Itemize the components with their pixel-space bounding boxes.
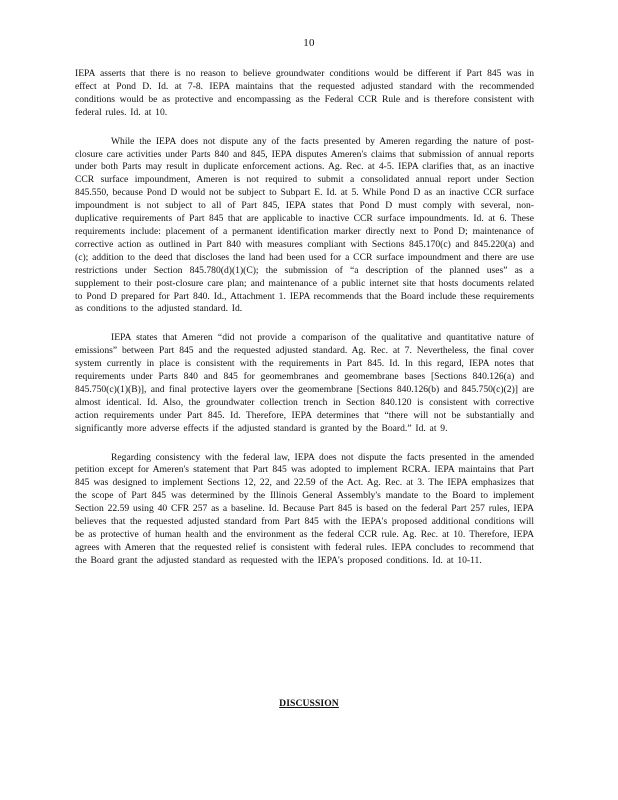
page-number: 10 (303, 37, 315, 49)
paragraph-federal-consistency: Regarding consistency with the federal law, IEPA does not dispute the facts presented in the amended petition except for Ameren's statement that Part 845 was adopted to implement RCRA. IEPA maintains that Part 845 was designed to implement Sections 12, 22, and 22.59 of the Act. Ag. Rec. at 3. The IEPA emphasizes that the scope of Part 845 was determined by the Illinois General Assembly's mandate to the Board to implement Section 22.59 using 40 CFR 257 as a baseline. Id. Because Part 845 is based on the federal Part 257 rules, IEPA believes that the requested adjusted standard from Part 845 with the IEPA's proposed additional conditions will be as protective of human health and the environment as the federal CCR rule. Ag. Rec. at 10. Therefore, IEPA agrees with Ameren that the requested relief is consistent with federal rules. IEPA concludes to recommend that the Board grant the adjusted standard as requested with the IEPA's proposed conditions. Id. at 10-11. (75, 451, 534, 566)
section-heading (0, 698, 618, 709)
paragraph-post-closure-care: While the IEPA does not dispute any of the facts presented by Ameren regarding the nature of post-closure care activities under Parts 840 and 845, IEPA disputes Ameren's claims that submission of annual reports under both Parts may result in duplicate enforcement actions. Ag. Rec. at 4-5. IEPA clarifies that, as an inactive CCR surface impoundment, Ameren is not required to submit a consolidated annual report under Section 845.550, because Pond D would not be subject to Subpart E. Id. at 5. While Pond D as an inactive CCR surface impoundment is not subject to all of Part 845, IEPA states that Pond D must comply with several, non-duplicative requirements of Part 845 that are applicable to inactive CCR surface impoundments. Id. at 6. These requirements include: placement of a permanent identification marker directly next to Pond D; maintenance of corrective action as outlined in Part 840 with measures compliant with Sections 845.170(c) and 845.220(a) and (c); addition to the deed that discloses the land had been used for a CCR surface impoundment and there are use restrictions under Section 845.780(d)(1)(C); the submission of “a description of the planned uses” as a supplement to their post-closure care plan; and maintenance of a public internet site that hosts documents related to Pond D prepared for Part 840. Id., Attachment 1. IEPA recommends that the Board include these requirements as conditions to the adjusted standard. Id. (75, 135, 534, 315)
body-text (75, 68, 534, 568)
paragraph-iepa-groundwater: IEPA asserts that there is no reason to believe groundwater conditions would be different if Part 845 was in effect at Pond D. Id. at 7-8. IEPA maintains that the requested adjusted standard with the recommended conditions would be as protective and encompassing as the Federal CCR Rule and is therefore consistent with federal rules. Id. at 10. (75, 68, 534, 118)
section-heading-label: DISCUSSION (279, 698, 339, 709)
paragraph-emissions-comparison: IEPA states that Ameren “did not provide a comparison of the qualitative and quantitative nature of emissions” between Part 845 and the requested adjusted standard. Ag. Rec. at 7. Nevertheless, the final cover system currently in place is consistent with the requirements in Part 845. Id. In this regard, IEPA notes that requirements under Parts 840 and 845 for geomembranes and geomembrane bases [Sections 840.126(a) and 845.750(c)(1)(B)], and final protective layers over the geomembrane [Sections 840.126(b) and 845.750(c)(2)] are almost identical. Id. Also, the groundwater collection trench in Section 840.120 is consistent with corrective action requirements under Part 845. Id. Therefore, IEPA determines that “there will not be substantially and significantly more adverse effects if the adjusted standard is granted by the Board.” Id. at 9. (75, 332, 534, 434)
